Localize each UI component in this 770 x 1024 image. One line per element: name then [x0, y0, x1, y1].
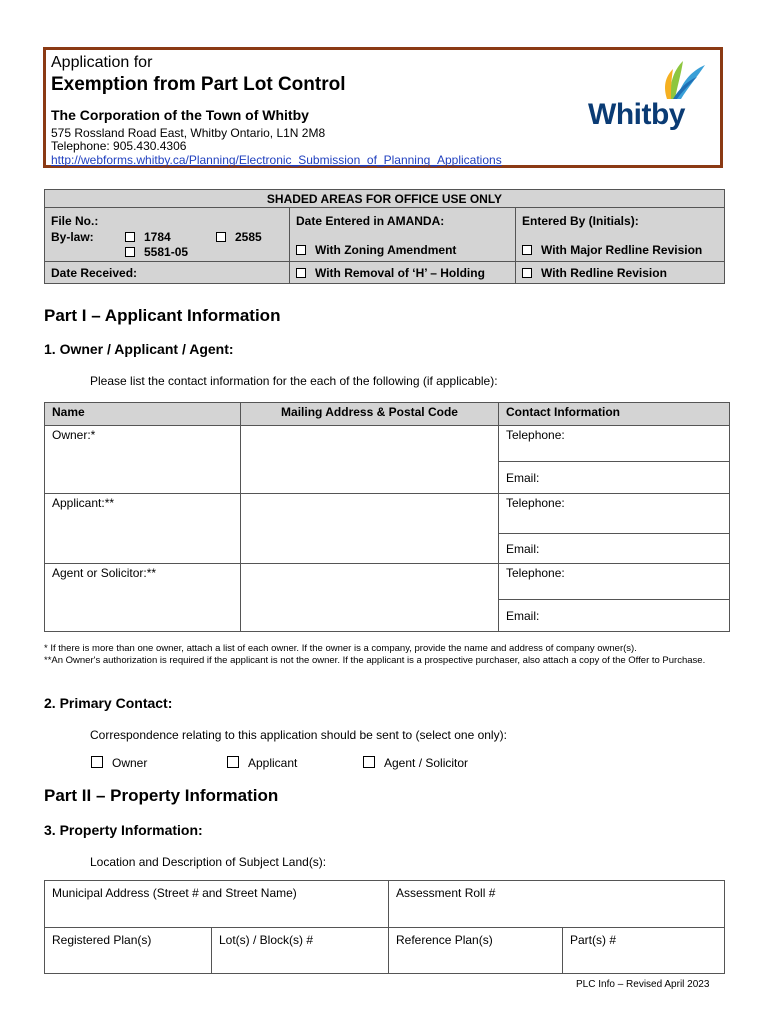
- bylaw-label: By-law:: [51, 230, 94, 244]
- applicant-email-cell[interactable]: Email:: [499, 534, 730, 564]
- agent-telephone-cell[interactable]: Telephone:: [499, 564, 730, 600]
- bylaw-2585-option[interactable]: 2585: [216, 229, 262, 245]
- bylaw-5581-option[interactable]: 5581-05: [125, 244, 188, 260]
- lots-blocks-cell[interactable]: Lot(s) / Block(s) #: [212, 928, 389, 974]
- section3-heading: 3. Property Information:: [44, 822, 203, 838]
- corporation-telephone: Telephone: 905.430.4306: [51, 139, 187, 153]
- corporation-address: 575 Rossland Road East, Whitby Ontario, L1N 2M8: [51, 126, 326, 140]
- part1-heading: Part I – Applicant Information: [44, 306, 281, 325]
- col-name-header: Name: [45, 403, 241, 426]
- checkbox-icon[interactable]: [522, 245, 532, 255]
- checkbox-icon[interactable]: [522, 268, 532, 278]
- date-entered-label: Date Entered in AMANDA:: [296, 214, 445, 228]
- checkbox-icon[interactable]: [363, 756, 375, 768]
- section3-instruction: Location and Description of Subject Land(s):: [90, 855, 327, 869]
- section1-instruction: Please list the contact information for the each of the following (if applicable):: [90, 374, 498, 388]
- municipal-address-cell[interactable]: Municipal Address (Street # and Street Name): [45, 881, 389, 928]
- entered-by-cell: [516, 208, 725, 262]
- col-address-header: Mailing Address & Postal Code: [241, 403, 499, 426]
- footnote-owner: * If there is more than one owner, attach a list of each owner. If the owner is a company, provide the name and address of company owner(s).: [44, 643, 637, 654]
- office-use-table: [44, 189, 725, 284]
- applicant-telephone-cell[interactable]: Telephone:: [499, 494, 730, 534]
- file-no-label: File No.:: [51, 214, 99, 228]
- checkbox-icon[interactable]: [227, 756, 239, 768]
- footer-revision: PLC Info – Revised April 2023: [576, 979, 710, 990]
- reference-plan-cell[interactable]: Reference Plan(s): [389, 928, 563, 974]
- with-major-redline-option[interactable]: With Major Redline Revision: [522, 242, 718, 258]
- checkbox-icon[interactable]: [125, 247, 135, 257]
- property-table: [44, 880, 725, 974]
- submission-link[interactable]: http://webforms.whitby.ca/Planning/Electronic_Submission_of_Planning_Applications: [51, 153, 502, 167]
- registered-plan-cell[interactable]: Registered Plan(s): [45, 928, 212, 974]
- form-title: Exemption from Part Lot Control: [51, 74, 346, 95]
- file-bylaw-cell: [45, 208, 290, 262]
- with-redline-option[interactable]: With Redline Revision: [516, 262, 725, 284]
- bylaw-1784-option[interactable]: 1784: [125, 229, 171, 245]
- office-use-heading: SHADED AREAS FOR OFFICE USE ONLY: [45, 190, 725, 208]
- agent-name-cell[interactable]: Agent or Solicitor:**: [45, 564, 241, 632]
- section2-heading: 2. Primary Contact:: [44, 695, 173, 711]
- contact-applicant-option[interactable]: Applicant: [227, 756, 297, 770]
- form-subtitle: Application for: [51, 54, 153, 71]
- col-contact-header: Contact Information: [499, 403, 730, 426]
- whitby-logo-text: Whitby: [588, 98, 685, 131]
- with-zoning-option[interactable]: With Zoning Amendment: [296, 242, 509, 258]
- agent-address-cell[interactable]: [241, 564, 499, 632]
- date-entered-cell: [290, 208, 516, 262]
- leaf-icon: [583, 55, 708, 103]
- entered-by-label: Entered By (Initials):: [522, 214, 639, 228]
- parts-cell[interactable]: Part(s) #: [563, 928, 725, 974]
- date-received-label: Date Received:: [45, 262, 290, 284]
- applicant-name-cell[interactable]: Applicant:**: [45, 494, 241, 564]
- checkbox-icon[interactable]: [91, 756, 103, 768]
- with-removal-option[interactable]: With Removal of ‘H’ – Holding: [290, 262, 516, 284]
- checkbox-icon[interactable]: [125, 232, 135, 242]
- part2-heading: Part II – Property Information: [44, 786, 279, 805]
- agent-email-cell[interactable]: Email:: [499, 600, 730, 632]
- owner-telephone-cell[interactable]: Telephone:: [499, 426, 730, 462]
- owner-name-cell[interactable]: Owner:*: [45, 426, 241, 494]
- checkbox-icon[interactable]: [296, 268, 306, 278]
- section2-instruction: Correspondence relating to this application should be sent to (select one only):: [90, 728, 507, 742]
- owner-email-cell[interactable]: Email:: [499, 462, 730, 494]
- assessment-roll-cell[interactable]: Assessment Roll #: [389, 881, 725, 928]
- contact-agent-option[interactable]: Agent / Solicitor: [363, 756, 468, 770]
- applicant-address-cell[interactable]: [241, 494, 499, 564]
- checkbox-icon[interactable]: [296, 245, 306, 255]
- footnote-authorization: **An Owner's authorization is required if the applicant is not the owner. If the applicant is a prospective purchaser, also attach a copy of the Offer to Purchase.: [44, 655, 706, 666]
- contact-owner-option[interactable]: Owner: [91, 756, 147, 770]
- owner-address-cell[interactable]: [241, 426, 499, 494]
- contacts-table: [44, 402, 730, 632]
- corporation-name: The Corporation of the Town of Whitby: [51, 107, 309, 123]
- checkbox-icon[interactable]: [216, 232, 226, 242]
- section1-heading: 1. Owner / Applicant / Agent:: [44, 341, 234, 357]
